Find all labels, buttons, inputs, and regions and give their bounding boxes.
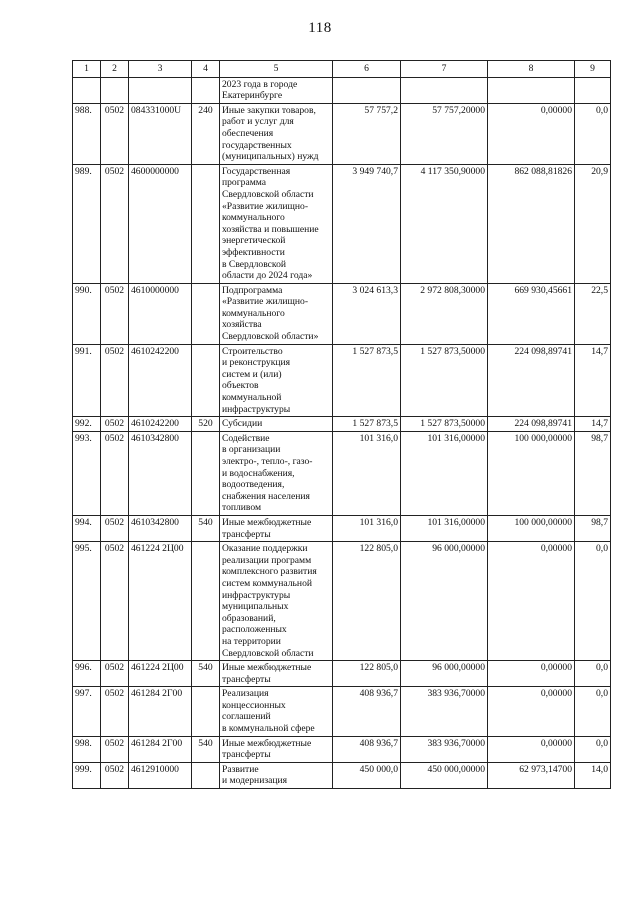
execution-percent-cell: 0,0 <box>575 661 611 687</box>
target-article-cell <box>129 77 192 103</box>
section-code-cell: 0502 <box>101 103 129 164</box>
column-header: 3 <box>129 61 192 78</box>
row-number-cell: 998. <box>73 736 101 762</box>
section-code-cell: 0502 <box>101 542 129 661</box>
item-name-cell: 2023 года в городе Екатеринбурге <box>220 77 333 103</box>
approved-amount-cell: 408 936,7 <box>333 687 401 736</box>
target-article-cell: 461224 2Ц00 <box>129 661 192 687</box>
approved-amount-cell: 3 949 740,7 <box>333 164 401 283</box>
section-code-cell: 0502 <box>101 736 129 762</box>
target-article-cell: 4600000000 <box>129 164 192 283</box>
approved-amount-cell: 1 527 873,5 <box>333 344 401 417</box>
executed-amount-cell: 0,00000 <box>488 103 575 164</box>
refined-amount-cell: 450 000,00000 <box>401 762 488 788</box>
row-number-cell: 993. <box>73 431 101 515</box>
item-name-cell: Иные межбюджетные трансферты <box>220 736 333 762</box>
execution-percent-cell: 14,7 <box>575 344 611 417</box>
target-article-cell: 461284 2Г00 <box>129 736 192 762</box>
table-row <box>73 736 611 762</box>
item-name-cell: Строительство и реконструкция систем и (или) объектов коммунальной инфраструктуры <box>220 344 333 417</box>
execution-percent-cell <box>575 77 611 103</box>
refined-amount-cell: 101 316,00000 <box>401 515 488 541</box>
execution-percent-cell: 0,0 <box>575 687 611 736</box>
budget-table <box>72 60 611 789</box>
row-number-cell: 990. <box>73 283 101 344</box>
row-number-cell: 999. <box>73 762 101 788</box>
table-row <box>73 431 611 515</box>
executed-amount-cell: 669 930,45661 <box>488 283 575 344</box>
execution-percent-cell: 0,0 <box>575 542 611 661</box>
execution-percent-cell: 20,9 <box>575 164 611 283</box>
target-article-cell: 4610242200 <box>129 417 192 432</box>
expense-type-cell: 520 <box>192 417 220 432</box>
table-row <box>73 164 611 283</box>
executed-amount-cell: 0,00000 <box>488 661 575 687</box>
item-name-cell: Подпрограмма «Развитие жилищно- коммунального хозяйства Свердловской области» <box>220 283 333 344</box>
expense-type-cell: 240 <box>192 103 220 164</box>
section-code-cell: 0502 <box>101 283 129 344</box>
row-number-cell: 991. <box>73 344 101 417</box>
table-row <box>73 515 611 541</box>
expense-type-cell <box>192 762 220 788</box>
column-header: 1 <box>73 61 101 78</box>
refined-amount-cell: 96 000,00000 <box>401 542 488 661</box>
item-name-cell: Реализация концессионных соглашений в коммунальной сфере <box>220 687 333 736</box>
row-number-cell: 989. <box>73 164 101 283</box>
table-row <box>73 661 611 687</box>
executed-amount-cell: 862 088,81826 <box>488 164 575 283</box>
approved-amount-cell: 1 527 873,5 <box>333 417 401 432</box>
column-header: 7 <box>401 61 488 78</box>
item-name-cell: Субсидии <box>220 417 333 432</box>
executed-amount-cell: 224 098,89741 <box>488 417 575 432</box>
row-number-cell: 997. <box>73 687 101 736</box>
refined-amount-cell: 96 000,00000 <box>401 661 488 687</box>
target-article-cell: 461224 2Ц00 <box>129 542 192 661</box>
section-code-cell: 0502 <box>101 431 129 515</box>
executed-amount-cell: 100 000,00000 <box>488 431 575 515</box>
item-name-cell: Содействие в организации электро-, тепло-, газо- и водоснабжения, водоотведения, снабжения населения топливом <box>220 431 333 515</box>
item-name-cell: Иные закупки товаров, работ и услуг для обеспечения государственных (муниципальных) нужд <box>220 103 333 164</box>
column-header: 5 <box>220 61 333 78</box>
executed-amount-cell: 62 973,14700 <box>488 762 575 788</box>
item-name-cell: Иные межбюджетные трансферты <box>220 661 333 687</box>
expense-type-cell <box>192 164 220 283</box>
column-header: 4 <box>192 61 220 78</box>
target-article-cell: 4612910000 <box>129 762 192 788</box>
target-article-cell: 4610342800 <box>129 431 192 515</box>
approved-amount-cell: 57 757,2 <box>333 103 401 164</box>
row-number-cell <box>73 77 101 103</box>
item-name-cell: Иные межбюджетные трансферты <box>220 515 333 541</box>
row-number-cell: 992. <box>73 417 101 432</box>
page-number: 118 <box>308 20 332 36</box>
executed-amount-cell: 224 098,89741 <box>488 344 575 417</box>
approved-amount-cell: 101 316,0 <box>333 515 401 541</box>
refined-amount-cell: 383 936,70000 <box>401 687 488 736</box>
table-row <box>73 762 611 788</box>
row-number-cell: 994. <box>73 515 101 541</box>
expense-type-cell <box>192 344 220 417</box>
section-code-cell: 0502 <box>101 687 129 736</box>
execution-percent-cell: 14,7 <box>575 417 611 432</box>
execution-percent-cell: 98,7 <box>575 431 611 515</box>
refined-amount-cell: 101 316,00000 <box>401 431 488 515</box>
table-row <box>73 417 611 432</box>
table-header-row <box>73 61 611 78</box>
refined-amount-cell: 4 117 350,90000 <box>401 164 488 283</box>
executed-amount-cell: 0,00000 <box>488 542 575 661</box>
expense-type-cell <box>192 431 220 515</box>
section-code-cell: 0502 <box>101 344 129 417</box>
expense-type-cell: 540 <box>192 515 220 541</box>
execution-percent-cell: 22,5 <box>575 283 611 344</box>
approved-amount-cell: 450 000,0 <box>333 762 401 788</box>
approved-amount-cell: 408 936,7 <box>333 736 401 762</box>
row-number-cell: 996. <box>73 661 101 687</box>
refined-amount-cell <box>401 77 488 103</box>
column-header: 6 <box>333 61 401 78</box>
section-code-cell: 0502 <box>101 661 129 687</box>
refined-amount-cell: 2 972 808,30000 <box>401 283 488 344</box>
execution-percent-cell: 14,0 <box>575 762 611 788</box>
refined-amount-cell: 57 757,20000 <box>401 103 488 164</box>
table-row <box>73 344 611 417</box>
approved-amount-cell: 122 805,0 <box>333 661 401 687</box>
refined-amount-cell: 1 527 873,50000 <box>401 417 488 432</box>
section-code-cell: 0502 <box>101 762 129 788</box>
table-row <box>73 103 611 164</box>
approved-amount-cell: 101 316,0 <box>333 431 401 515</box>
execution-percent-cell: 98,7 <box>575 515 611 541</box>
expense-type-cell: 540 <box>192 736 220 762</box>
table-row <box>73 283 611 344</box>
row-number-cell: 988. <box>73 103 101 164</box>
expense-type-cell: 540 <box>192 661 220 687</box>
column-header: 9 <box>575 61 611 78</box>
item-name-cell: Развитие и модернизация <box>220 762 333 788</box>
table-row <box>73 77 611 103</box>
section-code-cell: 0502 <box>101 164 129 283</box>
approved-amount-cell: 3 024 613,3 <box>333 283 401 344</box>
execution-percent-cell: 0,0 <box>575 103 611 164</box>
executed-amount-cell: 0,00000 <box>488 736 575 762</box>
target-article-cell: 084331000U <box>129 103 192 164</box>
target-article-cell: 4610000000 <box>129 283 192 344</box>
table-body <box>73 61 611 789</box>
section-code-cell: 0502 <box>101 515 129 541</box>
executed-amount-cell: 0,00000 <box>488 687 575 736</box>
expense-type-cell <box>192 687 220 736</box>
item-name-cell: Оказание поддержки реализации программ комплексного развития систем коммунальной инфраструктуры муниципальных образований, расположенных на территории Свердловской области <box>220 542 333 661</box>
refined-amount-cell: 383 936,70000 <box>401 736 488 762</box>
section-code-cell <box>101 77 129 103</box>
refined-amount-cell: 1 527 873,50000 <box>401 344 488 417</box>
section-code-cell: 0502 <box>101 417 129 432</box>
table-row <box>73 542 611 661</box>
row-number-cell: 995. <box>73 542 101 661</box>
expense-type-cell <box>192 283 220 344</box>
approved-amount-cell: 122 805,0 <box>333 542 401 661</box>
item-name-cell: Государственная программа Свердловской области «Развитие жилищно- коммунального хозяйства и повышение энергетической эффективности в Свердловской области до 2024 года» <box>220 164 333 283</box>
execution-percent-cell: 0,0 <box>575 736 611 762</box>
target-article-cell: 461284 2Г00 <box>129 687 192 736</box>
approved-amount-cell <box>333 77 401 103</box>
executed-amount-cell <box>488 77 575 103</box>
column-header: 8 <box>488 61 575 78</box>
table-row <box>73 687 611 736</box>
target-article-cell: 4610242200 <box>129 344 192 417</box>
expense-type-cell <box>192 77 220 103</box>
executed-amount-cell: 100 000,00000 <box>488 515 575 541</box>
target-article-cell: 4610342800 <box>129 515 192 541</box>
column-header: 2 <box>101 61 129 78</box>
expense-type-cell <box>192 542 220 661</box>
